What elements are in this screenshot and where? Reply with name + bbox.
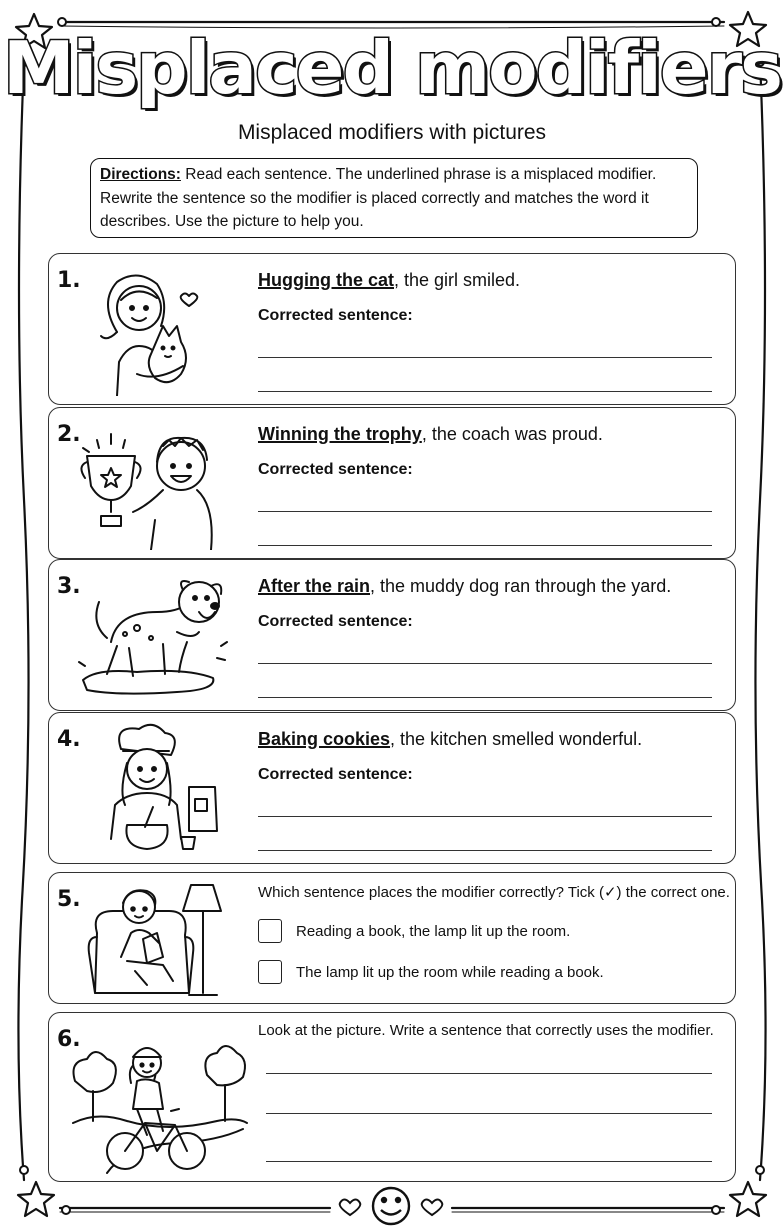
option-label: The lamp lit up the room while reading a book. xyxy=(296,963,604,981)
sentence-rest: , the coach was proud. xyxy=(421,424,603,444)
boy-reading-lamp-illustration xyxy=(77,881,237,1003)
sentence-2 xyxy=(258,424,603,445)
misplaced-modifier: After the rain xyxy=(258,576,371,596)
prompt-text: Look at the picture. Write a sentence that correctly uses the modifier. xyxy=(258,1022,714,1039)
corrected-sentence-label: Corrected sentence: xyxy=(258,307,413,324)
exercise-card-4 xyxy=(48,712,736,864)
exercise-card-6 xyxy=(48,1012,736,1182)
item-number: 5. xyxy=(57,887,81,912)
directions-label: Directions: xyxy=(100,166,181,183)
page-subtitle: Misplaced modifiers with pictures xyxy=(237,121,547,144)
sentence-3 xyxy=(258,576,671,597)
item-number: 6. xyxy=(57,1027,81,1052)
option-label: Reading a book, the lamp lit up the room. xyxy=(296,922,571,940)
corrected-sentence-label: Corrected sentence: xyxy=(258,461,413,478)
writing-line[interactable] xyxy=(258,816,712,817)
boy-with-trophy-illustration xyxy=(77,416,237,550)
writing-line[interactable] xyxy=(258,357,712,358)
writing-line[interactable] xyxy=(258,663,712,664)
misplaced-modifier: Hugging the cat xyxy=(258,270,394,290)
writing-line[interactable] xyxy=(258,545,712,546)
sentence-rest: , the kitchen smelled wonderful. xyxy=(390,729,643,749)
misplaced-modifier: Baking cookies xyxy=(258,729,391,749)
directions-text: Read each sentence. The underlined phrase is a misplaced modifier. Rewrite the sentence so the modifier is placed correctly and matches the word it describes. Use the picture to help you. xyxy=(100,166,657,230)
girl-riding-bike-illustration xyxy=(67,1025,251,1175)
item-number: 4. xyxy=(57,727,81,752)
exercise-card-2 xyxy=(48,407,736,559)
exercise-card-3 xyxy=(48,559,736,711)
exercise-card-5 xyxy=(48,872,736,1004)
misplaced-modifier: Winning the trophy xyxy=(258,424,422,444)
smiley-icon xyxy=(373,1188,409,1224)
exercise-card-1 xyxy=(48,253,736,405)
item-number: 2. xyxy=(57,422,81,447)
question-text: Which sentence places the modifier correctly? Tick (✓) the correct one. xyxy=(258,884,730,901)
writing-line[interactable] xyxy=(258,850,712,851)
writing-line[interactable] xyxy=(258,391,712,392)
answer-option-1[interactable] xyxy=(258,919,570,943)
writing-line[interactable] xyxy=(266,1073,712,1074)
muddy-dog-illustration xyxy=(77,568,237,702)
item-number: 1. xyxy=(57,268,81,293)
answer-option-2[interactable] xyxy=(258,960,604,984)
checkbox[interactable] xyxy=(258,960,282,984)
corrected-sentence-label: Corrected sentence: xyxy=(258,613,413,630)
sentence-4 xyxy=(258,729,642,750)
directions-box xyxy=(90,158,698,238)
writing-line[interactable] xyxy=(258,511,712,512)
item-number: 3. xyxy=(57,574,81,599)
girl-hugging-cat-illustration xyxy=(77,262,237,396)
corrected-sentence-label: Corrected sentence: xyxy=(258,766,413,783)
writing-line[interactable] xyxy=(258,697,712,698)
sentence-rest: , the muddy dog ran through the yard. xyxy=(370,576,672,596)
sentence-1 xyxy=(258,270,520,291)
sentence-rest: , the girl smiled. xyxy=(394,270,521,290)
writing-line[interactable] xyxy=(266,1161,712,1162)
child-baking-illustration xyxy=(77,721,237,855)
writing-line[interactable] xyxy=(266,1113,712,1114)
page-title: Misplaced modifiers xyxy=(2,26,781,110)
checkbox[interactable] xyxy=(258,919,282,943)
